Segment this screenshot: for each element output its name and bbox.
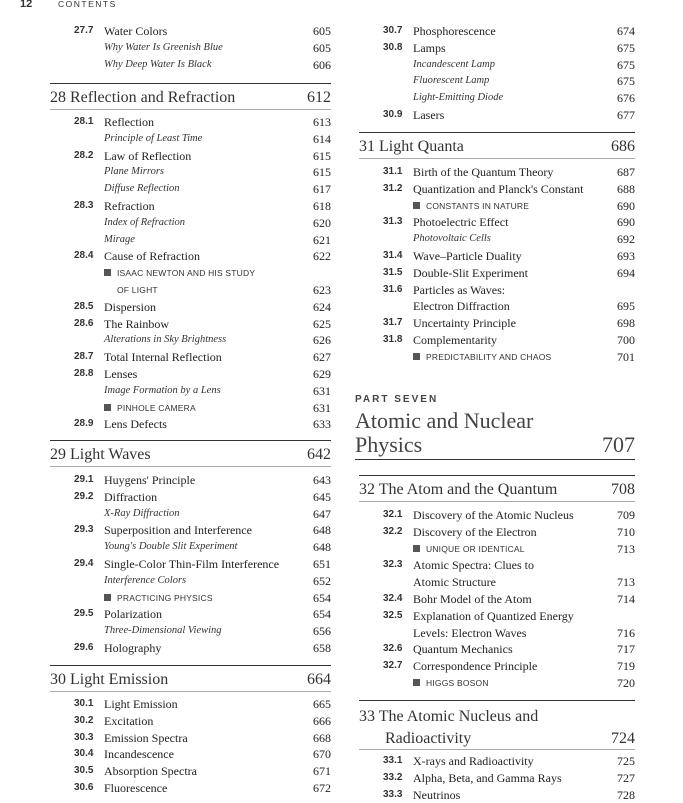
chapter-title: Radioactivity bbox=[385, 730, 472, 747]
entry-title: Single-Color Thin-Film Interference bbox=[104, 557, 280, 571]
chapter-heading[interactable] bbox=[50, 669, 331, 691]
entry-title: X-Ray Diffraction bbox=[104, 507, 180, 519]
section-number: 28.1 bbox=[74, 116, 94, 127]
entry-title: Phosphorescence bbox=[413, 24, 496, 38]
section-number: 31.3 bbox=[383, 216, 403, 228]
page-number: 633 bbox=[313, 417, 331, 432]
toc-entry[interactable] bbox=[355, 524, 635, 540]
section-number: 32.5 bbox=[383, 609, 403, 621]
chapter-page: 708 bbox=[611, 481, 635, 498]
entry-title: Neutrinos bbox=[413, 787, 461, 802]
section-number: 31.5 bbox=[383, 266, 403, 278]
page-number: 716 bbox=[617, 625, 635, 640]
toc-entry[interactable] bbox=[46, 248, 331, 264]
entry-title: Lamps bbox=[413, 40, 446, 55]
page-number: 668 bbox=[313, 730, 331, 745]
page-number: 710 bbox=[617, 524, 635, 539]
feature-square-icon bbox=[413, 202, 420, 209]
page-number: 670 bbox=[313, 747, 331, 762]
section-number: 28.2 bbox=[74, 149, 94, 161]
entry-title: Polarization bbox=[104, 607, 162, 622]
entry-title: Lasers bbox=[413, 108, 445, 122]
toc-entry[interactable] bbox=[46, 472, 331, 488]
entry-title: Atomic Spectra: Clues to bbox=[413, 558, 534, 573]
page-number: 648 bbox=[313, 523, 331, 538]
entry-title: Correspondence Principle bbox=[413, 659, 538, 674]
toc-entry[interactable] bbox=[46, 763, 331, 779]
toc-feature-box[interactable] bbox=[355, 198, 635, 214]
page-number: 643 bbox=[313, 473, 331, 487]
section-number: 28.8 bbox=[74, 368, 94, 379]
chapter-rule bbox=[50, 691, 331, 692]
section-number: 28.4 bbox=[74, 250, 94, 262]
entry-title: Fluorescent Lamp bbox=[413, 75, 490, 87]
page-number: 727 bbox=[617, 770, 635, 785]
chapter-rule bbox=[359, 700, 635, 701]
page-number: 665 bbox=[313, 697, 331, 711]
page-number: 687 bbox=[617, 165, 635, 179]
entry-title: Reflection bbox=[104, 115, 154, 129]
page-number: 622 bbox=[313, 249, 331, 264]
toc-subentry[interactable] bbox=[46, 57, 331, 73]
entry-title: Image Formation by a Lens bbox=[104, 384, 221, 396]
chapter-title: 28 Reflection and Refraction bbox=[50, 89, 236, 106]
chapter-title: 29 Light Waves bbox=[50, 446, 151, 463]
entry-title: Three-Dimensional Viewing bbox=[104, 625, 222, 637]
toc-entry[interactable] bbox=[355, 181, 635, 197]
page-number: 725 bbox=[617, 754, 635, 768]
entry-title: Alterations in Sky Brightness bbox=[104, 334, 227, 346]
entry-title: HIGGS BOSON bbox=[426, 678, 489, 688]
toc-entry[interactable] bbox=[355, 248, 635, 264]
page-number: 627 bbox=[313, 350, 331, 365]
section-number: 31.6 bbox=[383, 283, 403, 295]
page-number: 717 bbox=[617, 642, 635, 657]
page-number: 618 bbox=[313, 199, 331, 213]
toc-entry[interactable] bbox=[355, 107, 635, 123]
section-number: 29.4 bbox=[74, 558, 94, 569]
feature-square-icon bbox=[413, 353, 420, 360]
chapter-rule bbox=[359, 158, 635, 159]
toc-entry[interactable] bbox=[355, 787, 635, 803]
page-number: 613 bbox=[313, 115, 331, 129]
page-number: 698 bbox=[617, 316, 635, 331]
page-number: 714 bbox=[617, 592, 635, 606]
entry-title: Young's Double Slit Experiment bbox=[104, 541, 238, 553]
toc-entry[interactable] bbox=[46, 198, 331, 214]
toc-feature-box[interactable] bbox=[355, 541, 635, 557]
feature-square-icon bbox=[104, 269, 111, 276]
entry-title: Birth of the Quantum Theory bbox=[413, 165, 554, 179]
section-number: 30.7 bbox=[383, 25, 403, 36]
toc-entry[interactable] bbox=[46, 489, 331, 505]
chapter-rule bbox=[359, 132, 635, 133]
page-number: 692 bbox=[617, 232, 635, 247]
page-number: 677 bbox=[617, 108, 635, 122]
chapter-page: 612 bbox=[307, 89, 331, 106]
toc-entry[interactable] bbox=[355, 641, 635, 657]
chapter-rule bbox=[359, 749, 635, 750]
toc-entry[interactable] bbox=[355, 214, 635, 230]
entry-title: Dispersion bbox=[104, 299, 156, 314]
section-number: 31.1 bbox=[383, 166, 403, 177]
entry-title: Law of Reflection bbox=[104, 148, 192, 163]
toc-entry[interactable] bbox=[355, 40, 635, 56]
toc-feature-box[interactable] bbox=[355, 675, 635, 691]
part-title: Physics bbox=[355, 432, 423, 457]
entry-title: Explanation of Quantized Energy bbox=[413, 608, 574, 623]
toc-entry[interactable] bbox=[355, 332, 635, 348]
entry-title: Incandescence bbox=[104, 747, 174, 762]
section-number: 29.5 bbox=[74, 608, 94, 620]
entry-title: Why Deep Water Is Black bbox=[104, 58, 212, 70]
section-number: 33.2 bbox=[383, 771, 403, 783]
section-number: 30.6 bbox=[74, 782, 94, 793]
toc-entry[interactable] bbox=[355, 608, 635, 624]
toc-entry[interactable] bbox=[355, 23, 635, 39]
toc-entry[interactable] bbox=[355, 658, 635, 674]
page-number: 645 bbox=[313, 489, 331, 504]
toc-entry[interactable] bbox=[46, 522, 331, 538]
toc-feature-box[interactable] bbox=[46, 265, 331, 281]
chapter-title: 30 Light Emission bbox=[50, 671, 169, 688]
toc-entry[interactable] bbox=[46, 696, 331, 712]
entry-title: Quantization and Planck's Constant bbox=[413, 181, 584, 196]
entry-title: Alpha, Beta, and Gamma Rays bbox=[413, 770, 562, 785]
entry-title: Holography bbox=[104, 641, 162, 655]
toc-subentry[interactable] bbox=[355, 90, 635, 106]
chapter-heading[interactable] bbox=[359, 136, 635, 158]
toc-entry-continued[interactable] bbox=[355, 298, 635, 314]
toc-entry[interactable] bbox=[355, 770, 635, 786]
entry-title: Diffraction bbox=[104, 489, 158, 504]
page-number: 12 bbox=[20, 0, 33, 10]
toc-subentry[interactable] bbox=[46, 40, 331, 56]
toc-feature-box[interactable] bbox=[46, 400, 331, 416]
toc-feature-box[interactable] bbox=[46, 590, 331, 606]
toc-entry[interactable] bbox=[46, 148, 331, 164]
page-number: 625 bbox=[313, 316, 331, 331]
section-number: 29.3 bbox=[74, 524, 94, 536]
page-number: 709 bbox=[617, 508, 635, 522]
section-number: 32.3 bbox=[383, 559, 403, 571]
entry-title: Photoelectric Effect bbox=[413, 215, 509, 230]
section-number: 29.1 bbox=[74, 474, 94, 485]
chapter-page: 686 bbox=[611, 138, 635, 155]
entry-title: Huygens' Principle bbox=[104, 473, 196, 487]
toc-entry[interactable] bbox=[355, 265, 635, 281]
toc-entry-continued[interactable] bbox=[355, 574, 635, 590]
entry-title: Plane Mirrors bbox=[104, 166, 164, 178]
section-number: 28.3 bbox=[74, 200, 94, 211]
page-number: 728 bbox=[617, 787, 635, 802]
page-number: 605 bbox=[313, 24, 331, 38]
entry-title: Wave–Particle Duality bbox=[413, 249, 522, 263]
toc-entry[interactable] bbox=[46, 299, 331, 315]
page-number: 713 bbox=[617, 541, 635, 556]
entry-title: OF LIGHT bbox=[117, 285, 158, 295]
page-number: 675 bbox=[617, 74, 635, 89]
entry-title: Absorption Spectra bbox=[104, 764, 197, 779]
section-number: 28.5 bbox=[74, 300, 94, 312]
feature-square-icon bbox=[104, 404, 111, 411]
page-number: 675 bbox=[617, 40, 635, 55]
section-number: 28.7 bbox=[74, 351, 94, 363]
toc-entry[interactable] bbox=[46, 366, 331, 382]
section-number: 31.2 bbox=[383, 182, 403, 194]
page-number: 671 bbox=[313, 764, 331, 779]
chapter-rule bbox=[50, 440, 331, 441]
entry-title: Levels: Electron Waves bbox=[413, 625, 527, 640]
entry-title: Interference Colors bbox=[104, 574, 187, 586]
page-number: 651 bbox=[313, 557, 331, 571]
chapter-rule bbox=[50, 83, 331, 84]
chapter-rule bbox=[50, 109, 331, 110]
page-number: 654 bbox=[313, 607, 331, 622]
page-number: 631 bbox=[313, 400, 331, 415]
entry-title: Refraction bbox=[104, 199, 155, 213]
toc-entry[interactable] bbox=[355, 507, 635, 523]
entry-title: Atomic Structure bbox=[413, 575, 496, 590]
part-page: 707 bbox=[602, 432, 635, 457]
feature-square-icon bbox=[104, 594, 111, 601]
chapter-rule bbox=[50, 665, 331, 666]
entry-title: PRACTICING PHYSICS bbox=[117, 592, 213, 603]
section-number: 33.1 bbox=[383, 755, 403, 766]
page-number: 614 bbox=[313, 131, 331, 146]
page-number: 615 bbox=[313, 148, 331, 163]
toc-entry[interactable] bbox=[46, 114, 331, 130]
toc-entry[interactable] bbox=[355, 315, 635, 331]
toc-subentry[interactable] bbox=[46, 539, 331, 555]
page-number: 620 bbox=[313, 215, 331, 230]
chapter-heading[interactable] bbox=[50, 444, 331, 466]
toc-subentry[interactable] bbox=[355, 57, 635, 73]
page-number: 626 bbox=[313, 333, 331, 348]
toc-entry[interactable] bbox=[46, 606, 331, 622]
chapter-page: 724 bbox=[611, 730, 635, 747]
entry-title: PREDICTABILITY AND CHAOS bbox=[426, 351, 552, 362]
section-number: 30.2 bbox=[74, 714, 94, 726]
toc-entry[interactable] bbox=[46, 780, 331, 796]
section-number: 32.7 bbox=[383, 660, 403, 672]
page-number: 629 bbox=[313, 367, 331, 381]
page-number: 676 bbox=[617, 91, 635, 106]
entry-title: Fluorescence bbox=[104, 781, 168, 795]
toc-subentry[interactable] bbox=[46, 131, 331, 147]
section-number: 32.2 bbox=[383, 525, 403, 537]
part-title: Atomic and Nuclear bbox=[355, 408, 534, 433]
section-number: 32.6 bbox=[383, 643, 403, 655]
page-number: 720 bbox=[617, 676, 635, 690]
entry-title: The Rainbow bbox=[104, 316, 169, 331]
section-number: 28.9 bbox=[74, 418, 94, 430]
part-label: PART SEVEN bbox=[355, 394, 439, 405]
page-number: 694 bbox=[617, 265, 635, 280]
page-number: 713 bbox=[617, 575, 635, 590]
page-number: 615 bbox=[313, 165, 331, 180]
toc-subentry[interactable] bbox=[46, 215, 331, 231]
toc-feature-box[interactable] bbox=[355, 349, 635, 365]
entry-title: UNIQUE OR IDENTICAL bbox=[426, 543, 525, 554]
page-number: 695 bbox=[617, 299, 635, 314]
entry-title: Particles as Waves: bbox=[413, 282, 506, 297]
page-number: 690 bbox=[617, 215, 635, 230]
toc-subentry[interactable] bbox=[46, 181, 331, 197]
chapter-rule bbox=[359, 501, 635, 502]
page-number: 605 bbox=[313, 40, 331, 55]
section-number: 30.5 bbox=[74, 765, 94, 777]
entry-title: Water Colors bbox=[104, 24, 168, 38]
section-number: 30.8 bbox=[383, 41, 403, 53]
part-rule bbox=[355, 459, 635, 460]
chapter-title: 31 Light Quanta bbox=[359, 138, 464, 155]
entry-title: Uncertainty Principle bbox=[413, 316, 516, 331]
section-number: 33.3 bbox=[383, 788, 403, 800]
entry-title: Lens Defects bbox=[104, 417, 167, 432]
chapter-title: 32 The Atom and the Quantum bbox=[359, 481, 558, 498]
toc-subentry[interactable] bbox=[46, 332, 331, 348]
toc-subentry[interactable] bbox=[46, 506, 331, 522]
entry-title: Photovoltaic Cells bbox=[413, 233, 491, 245]
toc-subentry[interactable] bbox=[46, 573, 331, 589]
page-number: 693 bbox=[617, 249, 635, 263]
section-number: 29.2 bbox=[74, 490, 94, 502]
toc-entry[interactable] bbox=[355, 591, 635, 607]
page-number: 719 bbox=[617, 659, 635, 674]
page-number: 631 bbox=[313, 383, 331, 398]
toc-subentry[interactable] bbox=[355, 231, 635, 247]
entry-title: Bohr Model of the Atom bbox=[413, 592, 532, 606]
toc-entry[interactable] bbox=[46, 349, 331, 365]
entry-title: Diffuse Reflection bbox=[104, 183, 180, 195]
entry-title: Discovery of the Electron bbox=[413, 524, 537, 539]
page-number: 688 bbox=[617, 181, 635, 196]
feature-square-icon bbox=[413, 545, 420, 552]
toc-subentry[interactable] bbox=[46, 623, 331, 639]
entry-title: Mirage bbox=[104, 233, 135, 245]
entry-title: Electron Diffraction bbox=[413, 299, 510, 314]
toc-entry[interactable] bbox=[46, 730, 331, 746]
page-number: 701 bbox=[617, 349, 635, 364]
page-number: 606 bbox=[313, 57, 331, 72]
page-number: 700 bbox=[617, 333, 635, 347]
toc-entry[interactable] bbox=[46, 416, 331, 432]
entry-title: Quantum Mechanics bbox=[413, 642, 513, 657]
entry-title: Light Emission bbox=[104, 697, 178, 711]
toc-entry[interactable] bbox=[355, 753, 635, 769]
page-number: 652 bbox=[313, 573, 331, 588]
toc-feature-box[interactable] bbox=[46, 282, 331, 298]
page-number: 674 bbox=[617, 24, 635, 38]
running-title: CONTENTS bbox=[58, 0, 117, 9]
section-number: 32.1 bbox=[383, 509, 403, 520]
page-number: 624 bbox=[313, 299, 331, 314]
entry-title: CONSTANTS IN NATURE bbox=[426, 200, 530, 211]
chapter-heading[interactable] bbox=[359, 479, 635, 501]
toc-entry[interactable] bbox=[46, 746, 331, 762]
chapter-page: 642 bbox=[307, 446, 331, 463]
toc-entry[interactable] bbox=[355, 282, 635, 298]
entry-title: Light-Emitting Diode bbox=[413, 92, 504, 104]
chapter-rule bbox=[359, 475, 635, 476]
page-number: 648 bbox=[313, 540, 331, 555]
section-number: 30.3 bbox=[74, 731, 94, 743]
page-number: 690 bbox=[617, 198, 635, 213]
toc-entry[interactable] bbox=[46, 556, 331, 572]
entry-title: Lenses bbox=[104, 367, 138, 381]
section-number: 31.4 bbox=[383, 250, 403, 261]
section-number: 30.9 bbox=[383, 109, 403, 120]
toc-subentry[interactable] bbox=[46, 232, 331, 248]
entry-title: Cause of Refraction bbox=[104, 249, 200, 264]
page-number: 654 bbox=[313, 590, 331, 605]
section-number: 30.4 bbox=[74, 748, 94, 760]
entry-title: Excitation bbox=[104, 713, 154, 728]
section-number: 31.7 bbox=[383, 317, 403, 329]
section-number: 32.4 bbox=[383, 593, 403, 604]
chapter-heading[interactable] bbox=[50, 87, 331, 109]
page-number: 656 bbox=[313, 624, 331, 639]
page-number: 675 bbox=[617, 57, 635, 72]
page-header bbox=[0, 0, 683, 14]
entry-title: Why Water Is Greenish Blue bbox=[104, 41, 223, 53]
section-number: 30.1 bbox=[74, 698, 94, 709]
entry-title: Principle of Least Time bbox=[104, 132, 203, 144]
entry-title: Incandescent Lamp bbox=[413, 58, 495, 70]
toc-entry[interactable] bbox=[355, 164, 635, 180]
toc-entry[interactable] bbox=[46, 23, 331, 39]
entry-title: Emission Spectra bbox=[104, 730, 188, 745]
page-number: 647 bbox=[313, 506, 331, 521]
toc-subentry[interactable] bbox=[355, 73, 635, 89]
toc-entry[interactable] bbox=[46, 640, 331, 656]
entry-title: Complementarity bbox=[413, 333, 497, 347]
section-number: 27.7 bbox=[74, 25, 94, 36]
page-number: 658 bbox=[313, 641, 331, 655]
toc-subentry[interactable] bbox=[46, 383, 331, 399]
feature-square-icon bbox=[413, 679, 420, 686]
entry-title: X-rays and Radioactivity bbox=[413, 754, 534, 768]
toc-entry[interactable] bbox=[355, 557, 635, 573]
section-number: 29.6 bbox=[74, 642, 94, 653]
chapter-rule bbox=[50, 466, 331, 467]
entry-title: Discovery of the Atomic Nucleus bbox=[413, 508, 574, 522]
section-number: 28.6 bbox=[74, 317, 94, 329]
entry-title: Superposition and Interference bbox=[104, 523, 252, 538]
page-number: 621 bbox=[313, 232, 331, 247]
page-number: 672 bbox=[313, 781, 331, 795]
toc-entry[interactable] bbox=[46, 713, 331, 729]
chapter-title: 33 The Atomic Nucleus and bbox=[359, 708, 539, 725]
page-number: 617 bbox=[313, 182, 331, 197]
entry-title: Index of Refraction bbox=[104, 216, 186, 228]
entry-title: ISAAC NEWTON AND HIS STUDY bbox=[117, 268, 256, 279]
page-number: 666 bbox=[313, 713, 331, 728]
toc-entry[interactable] bbox=[46, 316, 331, 332]
toc-entry-continued[interactable] bbox=[355, 625, 635, 641]
entry-title: Double-Slit Experiment bbox=[413, 265, 528, 280]
toc-subentry[interactable] bbox=[46, 164, 331, 180]
page-number: 623 bbox=[313, 283, 331, 297]
chapter-page: 664 bbox=[307, 671, 331, 688]
entry-title: Total Internal Reflection bbox=[104, 350, 222, 365]
chapter-heading[interactable] bbox=[359, 706, 635, 750]
entry-title: PINHOLE CAMERA bbox=[117, 402, 196, 413]
section-number: 31.8 bbox=[383, 334, 403, 345]
